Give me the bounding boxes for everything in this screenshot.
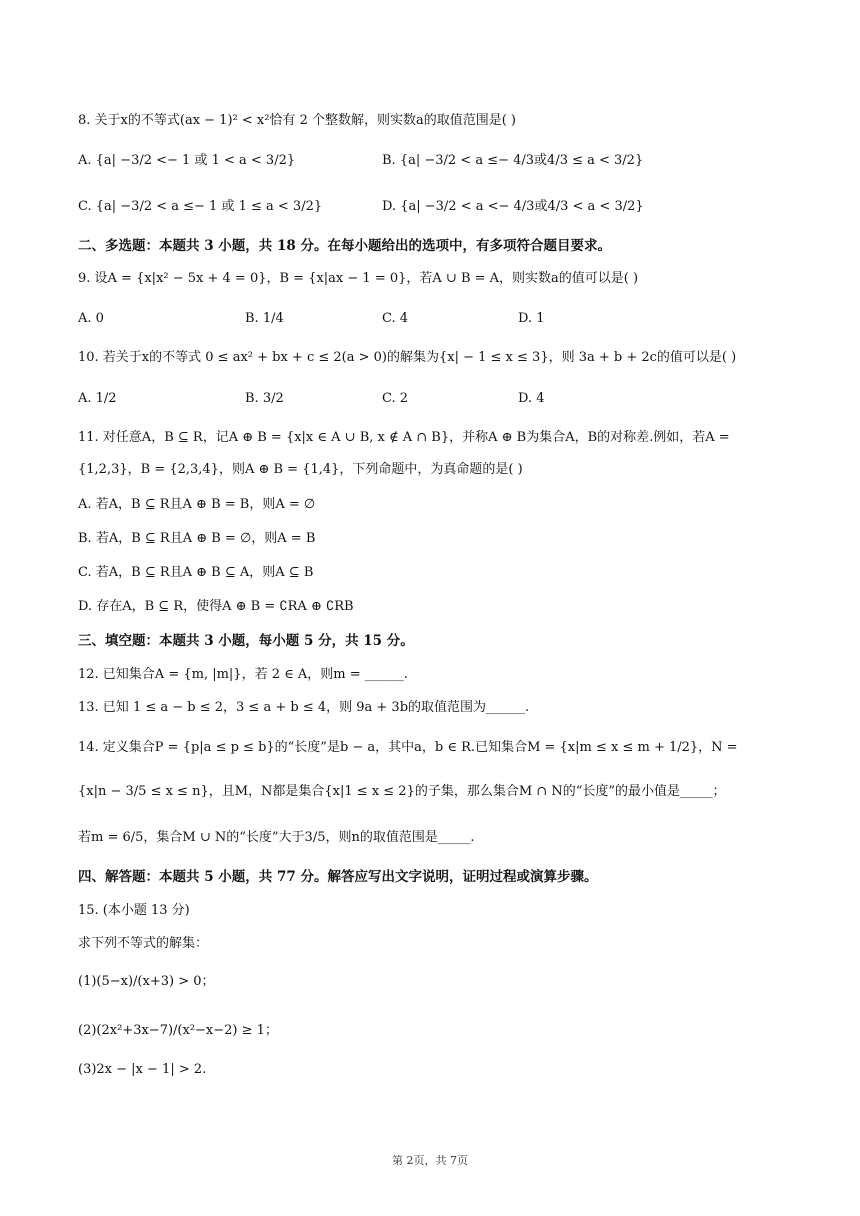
q11-option-c: C. 若A，B ⊆ R且A ⊕ B ⊆ A，则A ⊆ B — [78, 565, 314, 580]
page-footer: 第 2页，共 7页 — [392, 1154, 468, 1167]
section-multiple-choice-heading: 二、多选题：本题共 3 小题，共 18 分。在每小题给出的选项中，有多项符合题目要求。 — [78, 238, 611, 254]
q10-stem: 10. 若关于x的不等式 0 ≤ ax² + bx + c ≤ 2(a > 0)的解集为{x| − 1 ≤ x ≤ 3}，则 3a + b + 2c的值可以是( ) — [78, 350, 737, 365]
q8-stem: 8. 关于x的不等式(ax − 1)² < x²恰有 2 个整数解，则实数a的取值范围是( ) — [78, 113, 516, 128]
q11-option-b: B. 若A，B ⊆ R且A ⊕ B = ∅，则A = B — [78, 531, 316, 546]
q15-part3: (3)2x − |x − 1| > 2. — [78, 1062, 207, 1077]
q15-title: 15. (本小题 13 分) — [78, 903, 190, 918]
q8-option-d: D. {a| −3/2 < a <− 4/3或4/3 < a < 3/2} — [382, 199, 644, 214]
q15-part2: (2)(2x²+3x−7)/(x²−x−2) ≥ 1； — [78, 1023, 278, 1038]
section-fill-in-heading: 三、填空题：本题共 3 小题，每小题 5 分，共 15 分。 — [78, 633, 414, 649]
q9-stem: 9. 设A = {x|x² − 5x + 4 = 0}，B = {x|ax − 1 = 0}，若A ∪ B = A，则实数a的值可以是( ) — [78, 271, 639, 286]
q11-stem-line1: 11. 对任意A，B ⊆ R，记A ⊕ B = {x|x ∈ A ∪ B, x ∉ A ∩ B}，并称A ⊕ B为集合A，B的对称差.例如，若A = — [78, 430, 730, 445]
q9-option-a: A. 0 — [78, 311, 104, 326]
q11-option-a: A. 若A，B ⊆ R且A ⊕ B = B，则A = ∅ — [78, 497, 316, 512]
q10-option-a: A. 1/2 — [78, 391, 117, 406]
q9-option-d: D. 1 — [518, 311, 545, 326]
q10-option-d: D. 4 — [518, 391, 545, 406]
section-answer-heading: 四、解答题：本题共 5 小题，共 77 分。解答应写出文字说明，证明过程或演算步骤。 — [78, 869, 598, 885]
q9-option-c: C. 4 — [382, 311, 409, 326]
q12-text: 12. 已知集合A = {m, |m|}，若 2 ∈ A，则m = ______. — [78, 667, 408, 682]
q11-stem-line2: {1,2,3}，B = {2,3,4}，则A ⊕ B = {1,4}，下列命题中，为真命题的是( ) — [78, 462, 523, 477]
q8-option-b: B. {a| −3/2 < a ≤− 4/3或4/3 ≤ a < 3/2} — [382, 153, 644, 168]
q14-line2: {x|n − 3/5 ≤ x ≤ n}，且M，N都是集合{x|1 ≤ x ≤ 2}的子集，那么集合M ∩ N的“长度”的最小值是_____； — [78, 784, 726, 799]
q15-intro: 求下列不等式的解集： — [78, 936, 209, 951]
q9-option-b: B. 1/4 — [245, 311, 284, 326]
q8-option-c: C. {a| −3/2 < a ≤− 1 或 1 ≤ a < 3/2} — [78, 199, 323, 214]
q11-option-d: D. 存在A，B ⊆ R，使得A ⊕ B = ∁RA ⊕ ∁RB — [78, 599, 354, 614]
q10-option-b: B. 3/2 — [245, 391, 284, 406]
q13-text: 13. 已知 1 ≤ a − b ≤ 2，3 ≤ a + b ≤ 4，则 9a + 3b的取值范围为______. — [78, 700, 530, 715]
q14-line1: 14. 定义集合P = {p|a ≤ p ≤ b}的“长度”是b − a，其中a，b ∈ R.已知集合M = {x|m ≤ x ≤ m + 1/2}，N = — [78, 740, 738, 755]
q8-option-a: A. {a| −3/2 <− 1 或 1 < a < 3/2} — [78, 153, 296, 168]
q10-option-c: C. 2 — [382, 391, 409, 406]
q14-line3: 若m = 6/5，集合M ∪ N的“长度”大于3/5，则n的取值范围是_____. — [78, 830, 475, 845]
q15-part1: (1)(5−x)/(x+3) > 0； — [78, 974, 215, 989]
